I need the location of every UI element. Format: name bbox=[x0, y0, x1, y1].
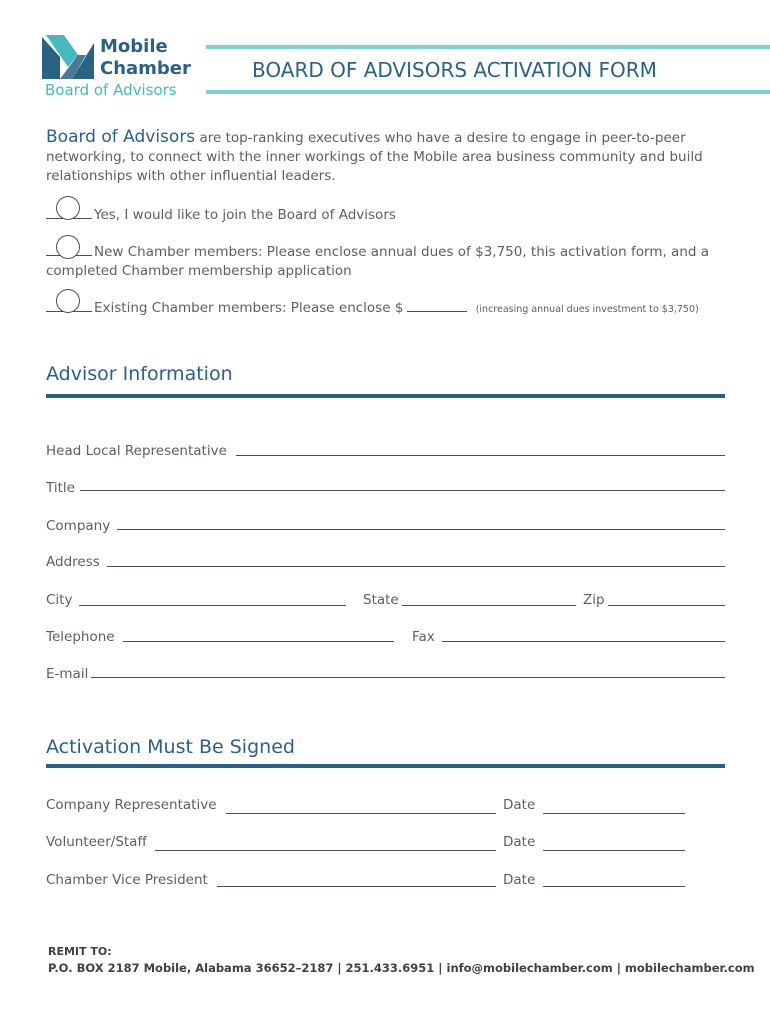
option-existing-members bbox=[46, 299, 736, 319]
city-label: City bbox=[46, 592, 73, 608]
telephone-label: Telephone bbox=[46, 629, 115, 645]
existing-amount-field[interactable] bbox=[407, 299, 467, 312]
intro-lead: Board of Advisors bbox=[46, 127, 196, 147]
radio-existing-members[interactable] bbox=[56, 289, 80, 313]
company-rep-signature-field[interactable] bbox=[226, 813, 496, 814]
logo-text-mobile: Mobile bbox=[100, 36, 168, 57]
signature-section-title: Activation Must Be Signed bbox=[46, 736, 295, 758]
volunteer-staff-date-field[interactable] bbox=[543, 850, 685, 851]
advisor-section-rule bbox=[46, 394, 725, 398]
option-new-label: New Chamber members: Please enclose annual dues of $3,750, this activation form, and a completed Chamber membership application bbox=[46, 244, 710, 279]
option-new-members bbox=[46, 243, 736, 281]
advisor-section-title: Advisor Information bbox=[46, 363, 233, 385]
header-rule-bottom bbox=[206, 90, 770, 94]
title-label: Title bbox=[46, 480, 75, 496]
existing-note: (increasing annual dues investment to $3,750) bbox=[475, 304, 699, 315]
option-existing-label: Existing Chamber members: Please enclose $ bbox=[94, 300, 404, 316]
radio-join[interactable] bbox=[56, 196, 80, 220]
company-label: Company bbox=[46, 518, 111, 534]
intro-paragraph bbox=[46, 128, 736, 186]
remit-address: P.O. BOX 2187 Mobile, Alabama 36652–2187 | 251.433.6951 | info@mobilechamber.com | mobilechamber.com bbox=[48, 961, 755, 975]
address-label: Address bbox=[46, 554, 100, 570]
company-rep-date-field[interactable] bbox=[543, 813, 685, 814]
vice-president-date-label: Date bbox=[503, 872, 536, 888]
fax-field[interactable] bbox=[442, 641, 725, 642]
telephone-field[interactable] bbox=[123, 641, 394, 642]
head-rep-field[interactable] bbox=[236, 455, 725, 456]
zip-field[interactable] bbox=[608, 605, 725, 606]
address-field[interactable] bbox=[107, 566, 725, 567]
email-field[interactable] bbox=[91, 677, 725, 678]
company-field[interactable] bbox=[117, 529, 725, 530]
logo-text-chamber: Chamber bbox=[100, 58, 191, 79]
city-field[interactable] bbox=[79, 605, 346, 606]
vice-president-signature-field[interactable] bbox=[217, 886, 496, 887]
signature-section-rule bbox=[46, 764, 725, 768]
title-field[interactable] bbox=[80, 490, 725, 491]
radio-new-members[interactable] bbox=[56, 235, 80, 259]
head-rep-label: Head Local Representative bbox=[46, 443, 227, 459]
header-rule-top bbox=[206, 45, 770, 49]
company-rep-label: Company Representative bbox=[46, 797, 217, 813]
vice-president-date-field[interactable] bbox=[543, 886, 685, 887]
zip-label: Zip bbox=[583, 592, 605, 608]
email-label: E-mail bbox=[46, 666, 89, 682]
remit-label: REMIT TO: bbox=[48, 945, 112, 958]
option-join-label: Yes, I would like to join the Board of Advisors bbox=[94, 207, 396, 223]
logo-text-board: Board of Advisors bbox=[45, 81, 177, 99]
state-label: State bbox=[363, 592, 399, 608]
option-join bbox=[46, 206, 736, 225]
form-title: BOARD OF ADVISORS ACTIVATION FORM bbox=[252, 58, 657, 82]
volunteer-staff-label: Volunteer/Staff bbox=[46, 834, 147, 850]
volunteer-staff-signature-field[interactable] bbox=[155, 850, 496, 851]
volunteer-staff-date-label: Date bbox=[503, 834, 536, 850]
state-field[interactable] bbox=[402, 605, 576, 606]
intro-text: are top-ranking executives who have a desire to engage in peer-to-peer networking, to connect with the inner workings of the Mobile area business community and build relationships with other influential leaders. bbox=[46, 130, 703, 184]
fax-label: Fax bbox=[412, 629, 435, 645]
mobile-chamber-logo-icon bbox=[42, 33, 94, 81]
company-rep-date-label: Date bbox=[503, 797, 536, 813]
vice-president-label: Chamber Vice President bbox=[46, 872, 208, 888]
